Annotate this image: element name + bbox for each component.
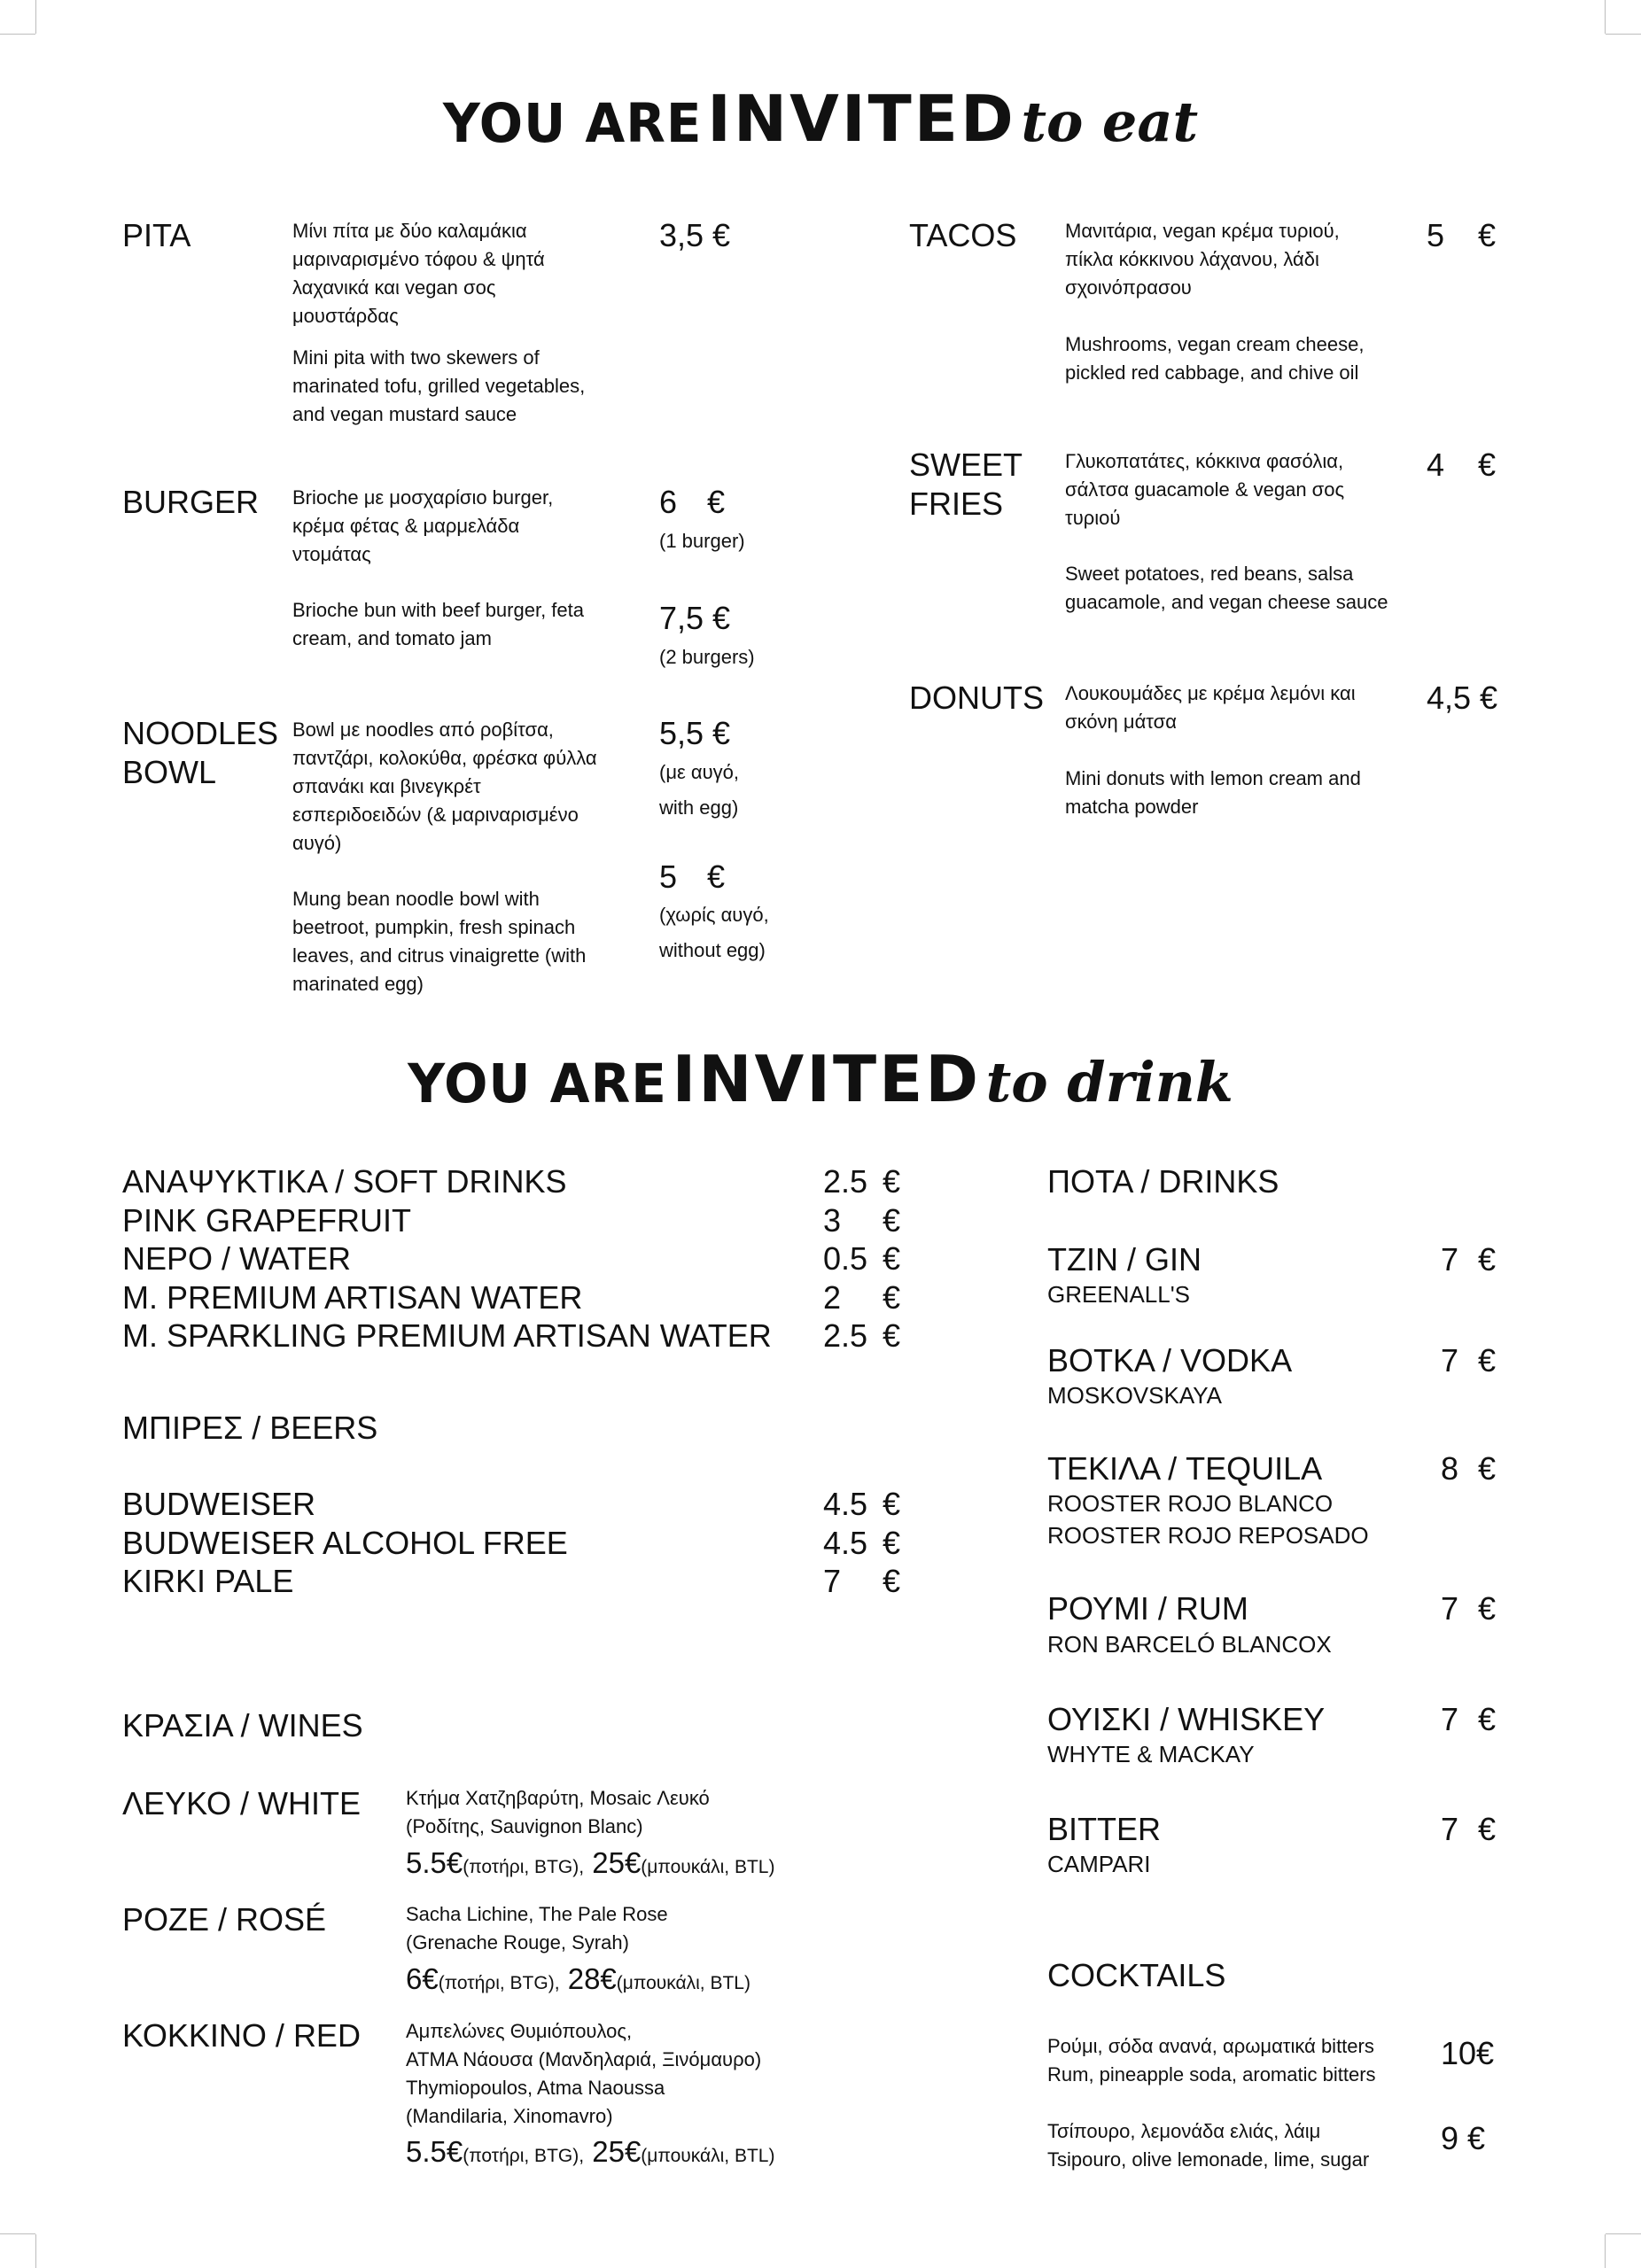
euro-sign: € xyxy=(1478,1342,1497,1379)
wine-type: ΚΟΚΚΙΝΟ / RED xyxy=(122,2017,361,2054)
cocktail-desc: Ρούμι, σόδα ανανά, αρωματικά bitters Rum, pineapple soda, aromatic bitters xyxy=(1047,2035,1376,2085)
food-desc-greek: Bowl με noodles από ροβίτσα, παντζάρι, κολοκύθα, φρέσκα φύλλα σπανάκι και βινεγκρέτ εσπεριδοειδών (& μαριναρισμένο αυγό) xyxy=(292,718,597,854)
drink-name: PINK GRAPEFRUIT xyxy=(122,1202,412,1239)
spirit-price: 7 xyxy=(1441,1811,1459,1847)
wine-type: ΡΟΖΕ / ROSÉ xyxy=(122,1901,327,1938)
euro-sign: € xyxy=(883,1240,901,1277)
spirit-name: ΡΟΥΜΙ / RUM xyxy=(1047,1590,1248,1627)
wine-bottle-price: 25€ xyxy=(592,2135,642,2168)
spirit-price: 8 xyxy=(1441,1450,1459,1487)
euro-sign: € xyxy=(883,1163,901,1200)
spirit-brand: RON BARCELÓ BLANCOX xyxy=(1047,1631,1332,1658)
section-title: ΠΟΤΑ / DRINKS xyxy=(1047,1163,1279,1200)
food-desc-english: Mini pita with two skewers of marinated tofu, grilled vegetables, and vegan mustard sauce xyxy=(292,346,586,425)
euro-sign: € xyxy=(707,858,726,895)
euro-sign: € xyxy=(1478,1701,1497,1737)
food-price: 4 xyxy=(1427,447,1445,483)
crop-mark xyxy=(1605,0,1606,34)
spirit-name: BITTER xyxy=(1047,1811,1162,1847)
spirit-price: 7 xyxy=(1441,1241,1459,1278)
euro-sign: € xyxy=(1478,217,1497,253)
food-desc-english: Mushrooms, vegan cream cheese, pickled red cabbage, and chive oil xyxy=(1065,333,1365,384)
food-name: SWEET FRIES xyxy=(909,447,1023,522)
food-name: NOODLES BOWL xyxy=(122,715,279,790)
spirit-name: ΤΕΚΙΛΑ / TEQUILA xyxy=(1047,1450,1323,1487)
wine-desc: Κτήμα Χατζηβαρύτη, Mosaic Λευκό (Ροδίτης, Sauvignon Blanc) xyxy=(406,1787,710,1837)
wine-bottle-label: (μπουκάλι, BTL) xyxy=(616,1973,751,1993)
drink-price: 7 xyxy=(823,1563,842,1599)
food-price: 4,5 € xyxy=(1427,680,1498,716)
cocktail-price: 9 € xyxy=(1441,2120,1486,2156)
drink-price: 2.5 xyxy=(823,1163,868,1200)
drink-name: BUDWEISER xyxy=(122,1486,316,1522)
food-price: 5 xyxy=(659,858,678,895)
drink-price: 2 xyxy=(823,1279,842,1316)
food-price: 3,5 € xyxy=(659,217,731,253)
euro-sign: € xyxy=(883,1317,901,1354)
euro-sign: € xyxy=(707,484,726,520)
spirit-name: ΟΥΙΣΚΙ / WHISKEY xyxy=(1047,1701,1326,1737)
drink-name: M. SPARKLING PREMIUM ARTISAN WATER xyxy=(122,1317,772,1354)
heading-invited: INVITED xyxy=(672,1042,982,1116)
drink-name: KIRKI PALE xyxy=(122,1563,294,1599)
food-name: BURGER xyxy=(122,484,260,520)
heading-to-drink: to drink xyxy=(985,1050,1233,1115)
spirit-brand: GREENALL'S xyxy=(1047,1281,1191,1308)
wine-prices xyxy=(406,2133,774,2175)
wine-bottle-price: 25€ xyxy=(592,1846,642,1879)
euro-sign: € xyxy=(883,1525,901,1561)
drink-price: 0.5 xyxy=(823,1240,868,1277)
euro-sign: € xyxy=(883,1279,901,1316)
euro-sign: € xyxy=(1478,447,1497,483)
euro-sign: € xyxy=(883,1563,901,1599)
section-title: ΜΠΙΡΕΣ / BEERS xyxy=(122,1410,378,1446)
spirit-brand: ROOSTER ROJO BLANCO ROOSTER ROJO REPOSADO xyxy=(1047,1490,1369,1549)
wine-glass-price: 6€ xyxy=(406,1962,439,1995)
spirit-price: 7 xyxy=(1441,1342,1459,1379)
heading-invited: INVITED xyxy=(707,82,1016,156)
drink-name: M. PREMIUM ARTISAN WATER xyxy=(122,1279,583,1316)
drink-price: 3 xyxy=(823,1202,842,1239)
cocktail-desc: Τσίπουρο, λεμονάδα ελιάς, λάιμ Tsipouro, olive lemonade, lime, sugar xyxy=(1047,2120,1370,2171)
wine-bottle-label: (μπουκάλι, BTL) xyxy=(641,1857,775,1877)
drink-heading xyxy=(0,1042,1641,1116)
food-desc-english: Mung bean noodle bowl with beetroot, pumpkin, fresh spinach leaves, and citrus vinaigrette (with marinated egg) xyxy=(292,888,587,995)
wine-bottle-price: 28€ xyxy=(567,1962,617,1995)
wine-type: ΛΕΥΚΟ / WHITE xyxy=(122,1785,361,1821)
wine-bottle-label: (μπουκάλι, BTL) xyxy=(641,2146,775,2166)
food-name: TACOS xyxy=(909,217,1017,253)
food-desc-greek: Μίνι πίτα με δύο καλαμάκια μαριναρισμένο τόφου & ψητά λαχανικά και vegan σος μουστάρδας xyxy=(292,220,545,327)
crop-mark xyxy=(0,34,35,35)
food-desc-greek: Brioche με μοσχαρίσιο burger, κρέμα φέτας & μαρμελάδα ντομάτας xyxy=(292,486,554,565)
cocktail-price: 10€ xyxy=(1441,2035,1495,2071)
crop-mark xyxy=(0,2233,35,2234)
euro-sign: € xyxy=(1478,1590,1497,1627)
food-price-note: (2 burgers) xyxy=(659,646,755,668)
spirit-price: 7 xyxy=(1441,1701,1459,1737)
spirit-name: ΤΖΙΝ / GIN xyxy=(1047,1241,1202,1278)
food-price-note: (με αυγό, with egg) xyxy=(659,761,740,819)
heading-caps: YOU ARE xyxy=(442,91,703,155)
drink-name: ΑΝΑΨΥΚΤΙΚΑ / SOFT DRINKS xyxy=(122,1163,567,1200)
euro-sign: € xyxy=(1478,1450,1497,1487)
food-price-note: (1 burger) xyxy=(659,530,745,552)
spirit-brand: CAMPARI xyxy=(1047,1851,1151,1877)
crop-mark xyxy=(1606,2233,1641,2234)
heading-caps: YOU ARE xyxy=(408,1052,667,1115)
food-price-note: (χωρίς αυγό, without egg) xyxy=(659,904,769,961)
food-name: DONUTS xyxy=(909,680,1044,716)
crop-mark xyxy=(35,0,36,34)
spirit-brand: WHYTE & MACKAY xyxy=(1047,1741,1255,1767)
euro-sign: € xyxy=(883,1486,901,1522)
wine-glass-price: 5.5€ xyxy=(406,1846,463,1879)
euro-sign: € xyxy=(883,1202,901,1239)
euro-sign: € xyxy=(1478,1241,1497,1278)
food-desc-greek: Μανιτάρια, vegan κρέμα τυριού, πίκλα κόκκινου λάχανου, λάδι σχοινόπρασου xyxy=(1065,220,1340,299)
food-desc-english: Mini donuts with lemon cream and matcha powder xyxy=(1065,767,1361,818)
section-title: COCKTAILS xyxy=(1047,1957,1226,1993)
crop-mark xyxy=(35,2234,36,2268)
food-desc-greek: Λουκουμάδες με κρέμα λεμόνι και σκόνη μάτσα xyxy=(1065,682,1356,733)
wine-glass-label: (ποτήρι, BTG), xyxy=(463,1857,585,1877)
food-name: PITA xyxy=(122,217,191,253)
food-price: 7,5 € xyxy=(659,600,731,636)
drink-name: ΝΕΡΟ / WATER xyxy=(122,1240,352,1277)
wine-glass-label: (ποτήρι, BTG), xyxy=(438,1973,560,1993)
wine-glass-price: 5.5€ xyxy=(406,2135,463,2168)
drink-price: 4.5 xyxy=(823,1525,868,1561)
crop-mark xyxy=(1605,2234,1606,2268)
wine-glass-label: (ποτήρι, BTG), xyxy=(463,2146,585,2166)
wine-desc: Sacha Lichine, The Pale Rose (Grenache Rouge, Syrah) xyxy=(406,1903,668,1953)
drink-name: BUDWEISER ALCOHOL FREE xyxy=(122,1525,568,1561)
food-price: 5 xyxy=(1427,217,1445,253)
wine-prices xyxy=(406,1961,751,2002)
drink-price: 4.5 xyxy=(823,1486,868,1522)
food-price: 5,5 € xyxy=(659,715,731,751)
wine-desc: Αμπελώνες Θυμιόπουλος, ATMA Νάουσα (Μανδηλαριά, Ξινόμαυρο) Thymiopoulos, Atma Naoussa (Mandilaria, Xinomavro) xyxy=(406,2020,762,2127)
food-desc-english: Brioche bun with beef burger, feta cream, and tomato jam xyxy=(292,599,584,649)
food-desc-english: Sweet potatoes, red beans, salsa guacamole, and vegan cheese sauce xyxy=(1065,563,1388,613)
euro-sign: € xyxy=(1478,1811,1497,1847)
wine-prices xyxy=(406,1845,774,1886)
spirit-brand: MOSKOVSKAYA xyxy=(1047,1382,1222,1409)
spirit-price: 7 xyxy=(1441,1590,1459,1627)
drink-price: 2.5 xyxy=(823,1317,868,1354)
eat-heading xyxy=(0,82,1641,156)
spirit-name: ΒΟΤΚΑ / VODKA xyxy=(1047,1342,1293,1379)
food-desc-greek: Γλυκοπατάτες, κόκκινα φασόλια, σάλτσα guacamole & vegan σος τυριού xyxy=(1065,450,1345,529)
section-title: ΚΡΑΣΙΑ / WINES xyxy=(122,1707,363,1744)
crop-mark xyxy=(1606,34,1641,35)
heading-to-eat: to eat xyxy=(1021,89,1199,154)
food-price: 6 xyxy=(659,484,678,520)
